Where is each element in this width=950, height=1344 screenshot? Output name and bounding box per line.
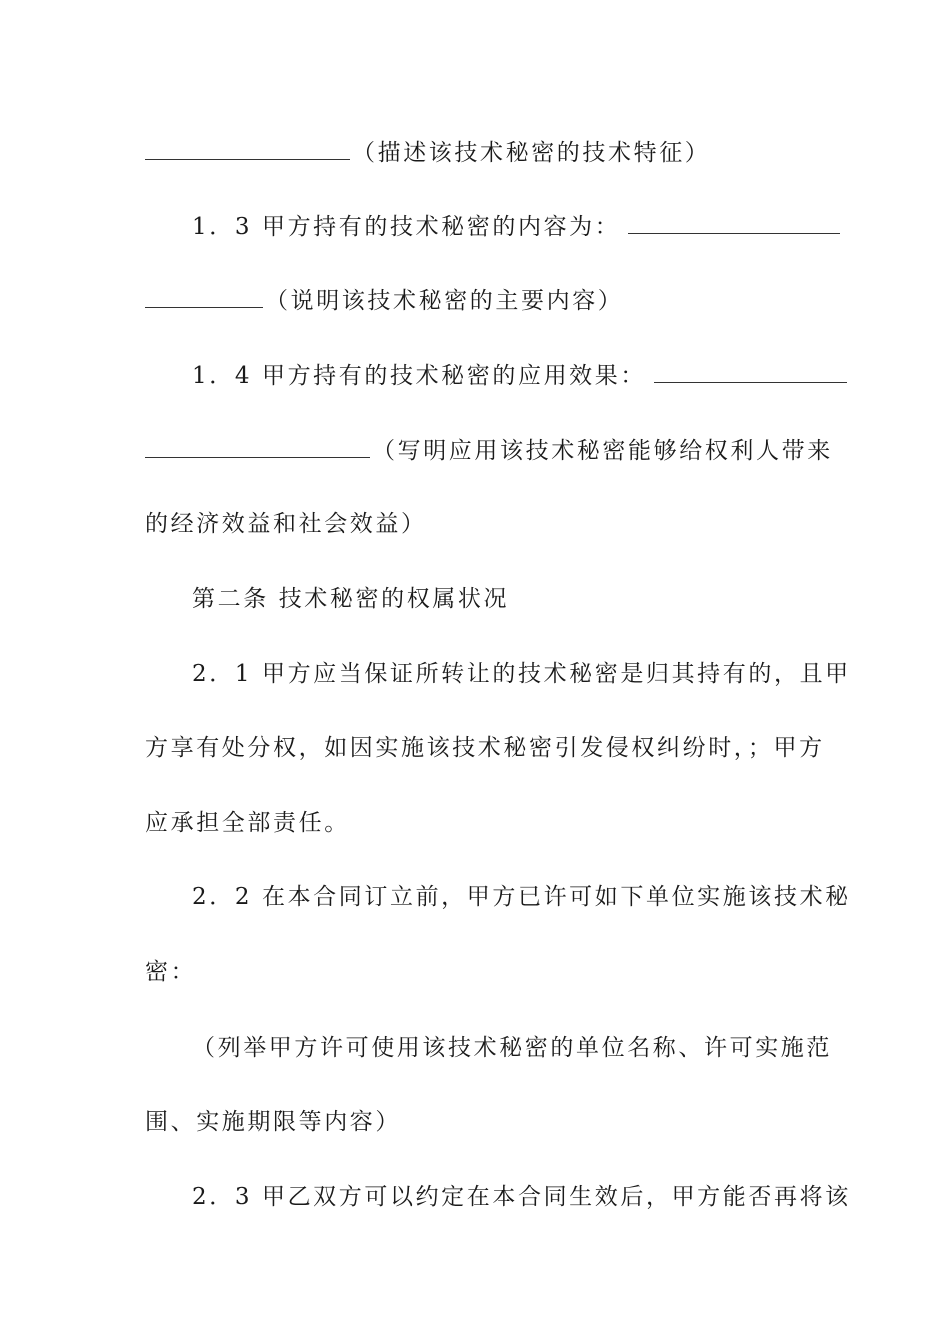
clause-2-2-text-2: 密： bbox=[145, 959, 197, 985]
licensee-hint-text-2: 围、实施期限等内容） bbox=[145, 1109, 401, 1135]
application-effect-hint: （写明应用该技术秘密能够给权利人带来 bbox=[372, 438, 833, 464]
technical-features-hint: （描述该技术秘密的技术特征） bbox=[352, 140, 711, 166]
clause-2-1-text-2: 方享有处分权，如因实施该技术秘密引发侵权纠纷时，；甲方 bbox=[145, 735, 825, 761]
benefit-line bbox=[145, 509, 810, 539]
clause-1-3-line bbox=[192, 211, 810, 242]
clause-2-2-continued bbox=[145, 957, 810, 987]
clause-2-1-line bbox=[192, 659, 851, 689]
clause-2-2-line bbox=[192, 882, 851, 912]
main-content-blank[interactable] bbox=[145, 285, 263, 308]
benefit-text: 的经济效益和社会效益） bbox=[145, 511, 427, 537]
application-effect-blank-2[interactable] bbox=[145, 435, 370, 458]
main-content-line bbox=[145, 285, 810, 316]
technical-features-blank[interactable] bbox=[145, 137, 350, 160]
clause-1-4-line bbox=[192, 360, 810, 391]
clause-2-3-text: 2．3 甲乙双方可以约定在本合同生效后，甲方能否再将该 bbox=[192, 1184, 851, 1210]
licensee-hint-text: （列举甲方许可使用该技术秘密的单位名称、许可实施范 bbox=[192, 1035, 832, 1061]
clause-2-2-text: 2．2 在本合同订立前，甲方已许可如下单位实施该技术秘 bbox=[192, 884, 851, 910]
clause-2-3-line bbox=[192, 1182, 851, 1212]
technical-features-line bbox=[145, 137, 810, 168]
article-2-heading bbox=[192, 584, 810, 614]
clause-2-1-continued bbox=[145, 733, 825, 763]
application-effect-line bbox=[145, 435, 833, 466]
article-2-title: 第二条 技术秘密的权属状况 bbox=[192, 586, 510, 612]
clause-1-3-text: 1．3 甲方持有的技术秘密的内容为： bbox=[192, 214, 621, 240]
secret-content-blank[interactable] bbox=[628, 211, 840, 234]
clause-2-1-text: 2．1 甲方应当保证所转让的技术秘密是归其持有的，且甲 bbox=[192, 661, 851, 687]
licensee-hint-continued bbox=[145, 1107, 810, 1137]
main-content-hint: （说明该技术秘密的主要内容） bbox=[265, 288, 624, 314]
licensee-hint-line bbox=[192, 1033, 832, 1063]
clause-2-1-end bbox=[145, 808, 810, 838]
application-effect-blank[interactable] bbox=[654, 360, 847, 383]
clause-1-4-text: 1．4 甲方持有的技术秘密的应用效果： bbox=[192, 363, 646, 389]
clause-2-1-text-3: 应承担全部责任。 bbox=[145, 810, 350, 836]
